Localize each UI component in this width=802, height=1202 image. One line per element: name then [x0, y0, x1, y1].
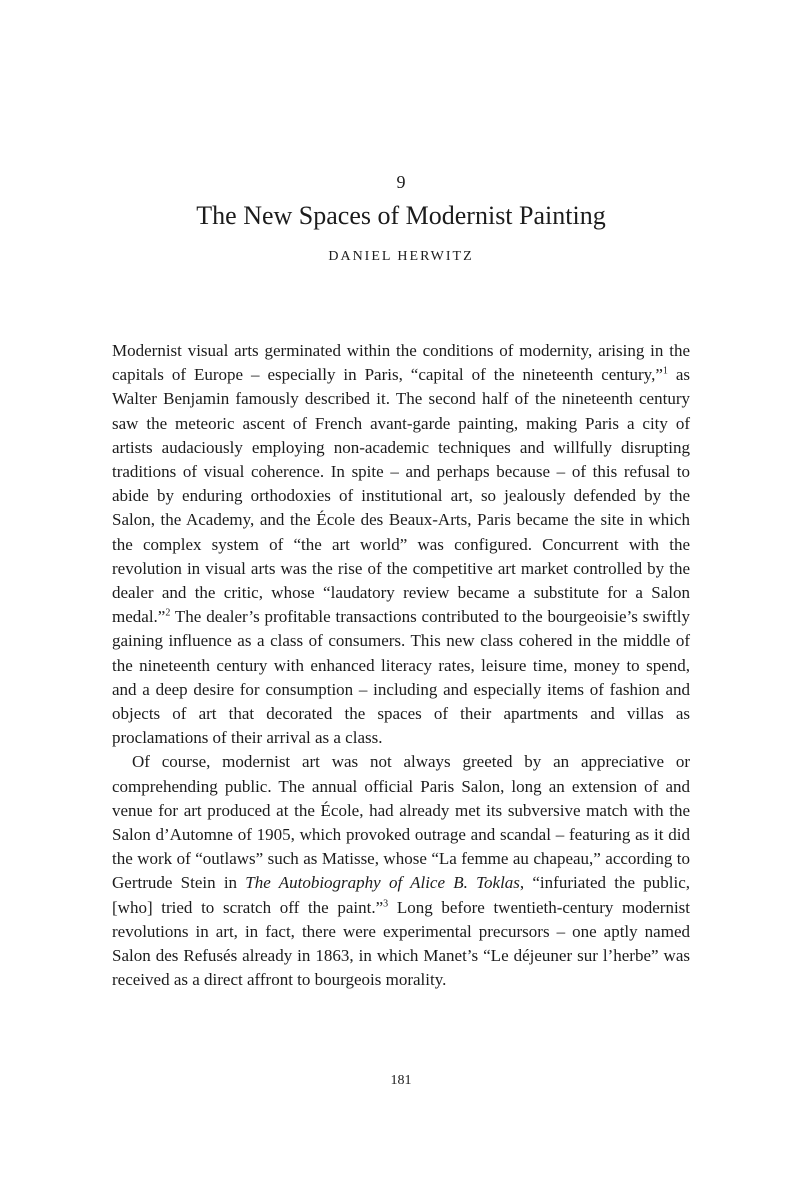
footnote-marker: 2: [165, 607, 171, 619]
body-text: [112, 339, 690, 992]
chapter-number: 9: [396, 172, 406, 192]
footnote-marker: 1: [662, 365, 668, 377]
chapter-author: DANIEL HERWITZ: [328, 249, 474, 264]
text-run: Modernist visual arts germinated within the conditions of modernity, arising in the capitals of Europe – especially in Paris, “capital of the nineteenth century,”: [112, 341, 690, 385]
text-run: , “infuriated the public, [who] tried to scratch off the paint.”: [112, 873, 690, 917]
book-title: The Autobiography of Alice B. Toklas: [245, 873, 520, 893]
text-run: The dealer’s profitable transactions contributed to the bourgeoisie’s swiftly gaining influence as a class of consumers. This new class cohered in the middle of the nineteenth century with enhanced literacy rates, leisure time, money to spend, and a deep desire for consumption – including and especially items of fashion and objects of art that decorated the spaces of their apartments and villas as proclamations of their arrival as a class.: [112, 607, 690, 748]
text-run: Of course, modernist art was not always greeted by an appreciative or comprehending public. The annual official Paris Salon, long an extension of and venue for art produced at the École, had already met its subversive match with the Salon d’Automne of 1905, which provoked outrage and scandal – featuring as it did the work of “outlaws” such as Matisse, whose “La femme au chapeau,” according to Gertrude Stein in: [112, 752, 690, 893]
text-run: Long before twentieth-century modernist revolutions in art, in fact, there were experimental precursors – one aptly named Salon des Refusés already in 1863, in which Manet’s “Le déjeuner sur l’herbe” was received as a direct affront to bourgeois morality.: [112, 897, 691, 990]
footnote-marker: 3: [383, 898, 389, 910]
text-run: as Walter Benjamin famously described it. The second half of the nineteenth century saw the meteoric ascent of French avant-garde painting, making Paris a city of artists audaciously employing non-academic techniques and willfully disrupting traditions of visual coherence. In spite – and perhaps because – of this refusal to abide by enduring orthodoxies of institutional art, so jealously defended by the Salon, the Academy, and the École des Beaux-Arts, Paris became the site in which the complex system of “the art world” was configured. Concurrent with the revolution in visual arts was the rise of the competitive art market controlled by the dealer and the critic, whose “laudatory review became a substitute for a Salon medal.”: [112, 365, 690, 627]
paragraph: [112, 339, 690, 750]
page-number: 181: [390, 1073, 412, 1088]
paragraph: [112, 750, 690, 992]
chapter-title: The New Spaces of Modernist Painting: [196, 201, 606, 230]
